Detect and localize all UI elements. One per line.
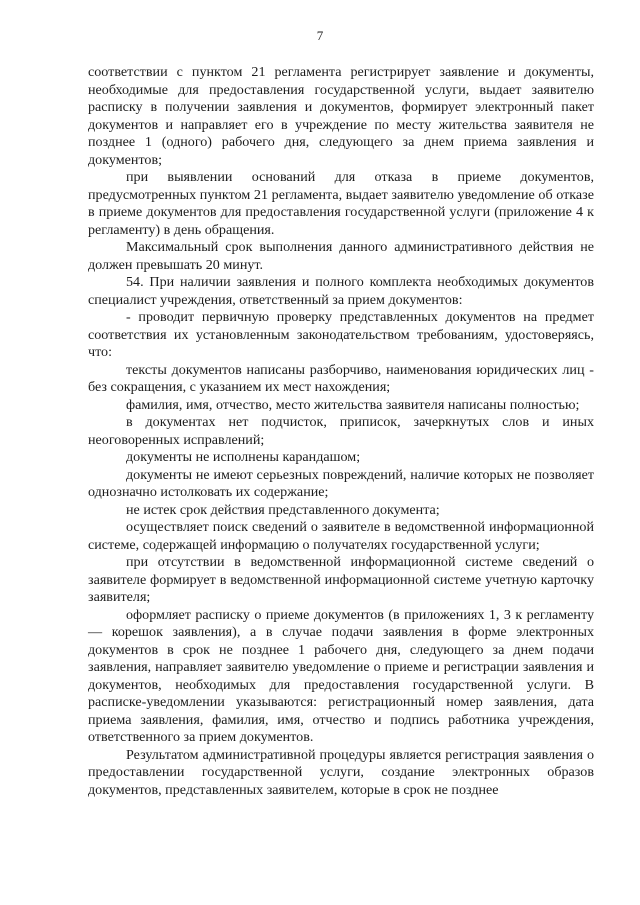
paragraph: осуществляет поиск сведений о заявителе в ведомственной информационной системе, содержащей информацию о получателях государственной услуги; <box>88 519 594 553</box>
paragraph: тексты документов написаны разборчиво, наименования юридических лиц - без сокращения, с указанием их мест нахождения; <box>88 361 594 395</box>
paragraph: 54. При наличии заявления и полного комплекта необходимых документов специалист учреждения, ответственный за прием документов: <box>88 274 594 308</box>
paragraph: оформляет расписку о приеме документов (в приложениях 1, 3 к регламенту — корешок заявления), а в случае подачи заявления в форме электронных документов в срок не позднее 1 рабочего дня, следующего за днем подачи заявления, направляет заявителю уведомление о приеме и регистрации заявления и документов, необходимых для предоставления государственной услуги. В расписке-уведомлении указываются: регистрационный номер заявления, дата приема заявления, фамилия, имя, отчество и подпись работника учреждения, ответственного за прием документов. <box>88 606 594 745</box>
paragraph: документы не имеют серьезных повреждений, наличие которых не позволяет однозначно истолковать их содержание; <box>88 466 594 500</box>
paragraph: при выявлении оснований для отказа в приеме документов, предусмотренных пунктом 21 регламента, выдает заявителю уведомление об отказе в приеме документов для предоставления государственной услуги (приложение 4 к регламенту) в день обращения. <box>88 169 594 238</box>
paragraph: Результатом административной процедуры является регистрация заявления о предоставлении государственной услуги, создание электронных образов документов, представленных заявителем, которые в срок не позднее <box>88 746 594 798</box>
paragraph: при отсутствии в ведомственной информационной системе сведений о заявителе формирует в ведомственной информационной системе учетную карточку заявителя; <box>88 554 594 605</box>
page-number: 7 <box>316 28 324 43</box>
document-body <box>88 64 594 799</box>
paragraph: Максимальный срок выполнения данного административного действия не должен превышать 20 минут. <box>88 239 594 273</box>
paragraph: фамилия, имя, отчество, место жительства заявителя написаны полностью; <box>126 396 580 413</box>
paragraph: документы не исполнены карандашом; <box>126 449 361 465</box>
paragraph: соответствии с пунктом 21 регламента регистрирует заявление и документы, необходимые для предоставления государственной услуги, выдает заявителю расписку в получении заявления и документов, формирует электронный пакет документов и направляет его в учреждение по месту жительства заявителя не позднее 1 (одного) рабочего дня, следующего за днем приема заявления и документов; <box>88 64 594 168</box>
paragraph: не истек срок действия представленного документа; <box>126 501 440 518</box>
paragraph: в документах нет подчисток, приписок, зачеркнутых слов и иных неоговоренных исправлений; <box>88 414 594 448</box>
paragraph: - проводит первичную проверку представленных документов на предмет соответствия их установленным законодательством требованиям, удостоверяясь, что: <box>88 309 594 360</box>
